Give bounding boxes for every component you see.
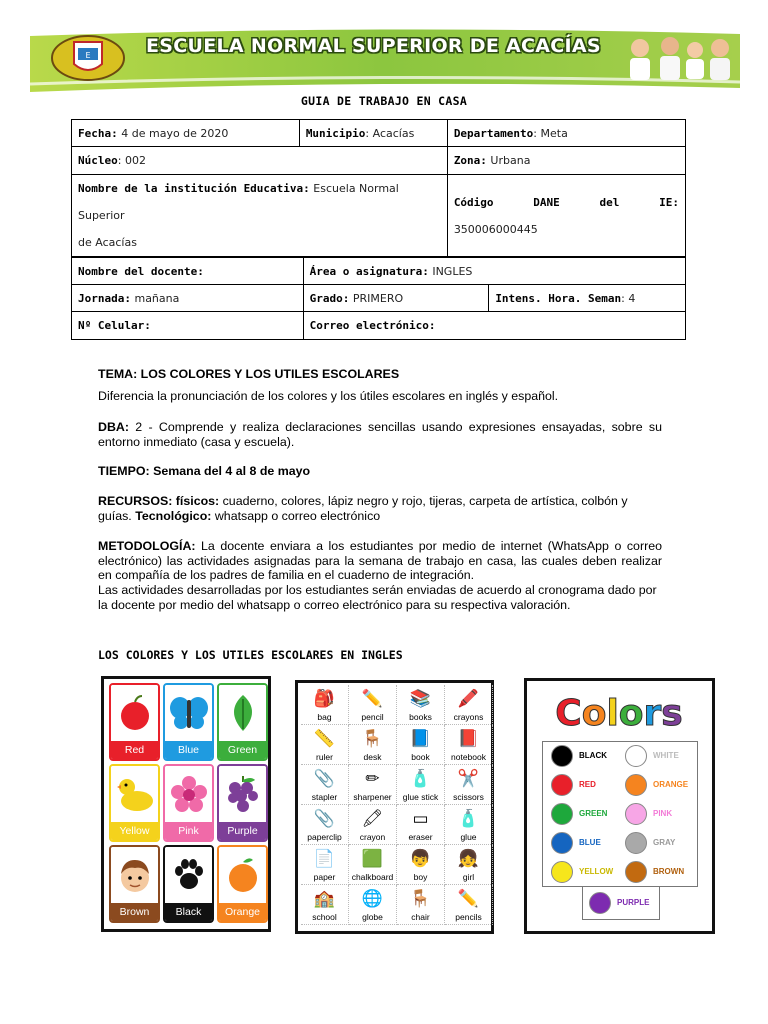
color-card-black (163, 845, 214, 923)
color-label-red: RED (579, 780, 596, 789)
supply-label: glue stick (402, 792, 439, 802)
supply-label: books (409, 712, 432, 722)
flower-icon (165, 766, 212, 822)
chair-icon: 🪑 (409, 889, 432, 908)
school-shield-icon (52, 36, 124, 80)
color-card-label: Red (111, 741, 158, 759)
supply-label: globe (362, 912, 383, 922)
supply-scissors (445, 765, 493, 805)
pencil-icon: ✏️ (361, 689, 384, 708)
svg-text:E: E (85, 51, 91, 60)
recursos-paragraph: RECURSOS: físicos: cuaderno, colores, lápiz negro y rojo, tijeras, carpeta de artística, colbón y guías. Tecnológico: whatsapp o correo electrónico (98, 494, 628, 523)
color-card-yellow (109, 764, 160, 842)
ruler-icon: 📏 (313, 729, 336, 748)
color-card-label: Black (165, 903, 212, 921)
pencils-icon: ✏️ (457, 889, 480, 908)
globe-icon: 🌐 (361, 889, 384, 908)
colors-title (527, 681, 712, 731)
celular-cell: Nº Celular: (72, 312, 304, 340)
boy-icon: 👦 (409, 849, 432, 868)
crayons-icon: 🖍️ (457, 689, 480, 708)
departamento-cell: Departamento: Meta (447, 120, 685, 147)
colors-chart-panel (524, 678, 715, 934)
supply-label: ruler (315, 752, 333, 762)
supply-eraser (397, 805, 445, 845)
grapes-icon (219, 766, 266, 822)
color-card-brown (109, 845, 160, 923)
eraser-icon: ▭ (412, 809, 429, 828)
supply-boy (397, 845, 445, 885)
supply-glue-stick (397, 765, 445, 805)
supply-book (397, 725, 445, 765)
color-card-green (217, 683, 268, 761)
supply-notebook (445, 725, 493, 765)
stapler-icon: 📎 (313, 769, 336, 788)
supply-crayons (445, 685, 493, 725)
face-icon (111, 847, 158, 903)
area-cell: Área o asignatura: INGLES (303, 258, 685, 285)
metodologia-paragraph-2: Las actividades desarrolladas por los estudiantes serán enviadas de acuerdo al cronograma dado por la docente por medio del whatsapp o correo electrónico para su respectiva valoración. (98, 583, 657, 612)
supply-label: desk (363, 752, 382, 762)
supply-label: pencils (455, 912, 482, 922)
books-icon: 📚 (409, 689, 432, 708)
color-dot-blue (551, 832, 573, 854)
color-dot-orange (625, 774, 647, 796)
supply-chair (397, 885, 445, 925)
municipio-cell: Municipio: Acacías (299, 120, 447, 147)
supply-bag (301, 685, 349, 725)
supply-pencils (445, 885, 493, 925)
supply-label: scissors (453, 792, 484, 802)
color-dot-purple (589, 892, 611, 914)
color-card-label: Blue (165, 741, 212, 759)
supply-paperclip (301, 805, 349, 845)
colors-grid (542, 741, 698, 887)
dba-paragraph: DBA: 2 - Comprende y realiza declaraciones sencillas usando expresiones ensayadas, sobre su entorno inmediato (casa y escuela). (98, 420, 662, 449)
glue-icon: 🧴 (457, 809, 480, 828)
color-label-pink: PINK (653, 809, 673, 818)
school-icon: 🏫 (313, 889, 336, 908)
supply-ruler (301, 725, 349, 765)
colors-title-letter: o (618, 693, 644, 731)
scissors-icon: ✂️ (457, 769, 480, 788)
metodologia-paragraph: METODOLOGÍA: La docente enviara a los estudiantes por medio de internet (WhatsApp o correo electrónico) las actividades asignadas para la semana de trabajo en casa, las cuales deben realizar en compañía de los padres de familia en el cuaderno de integración. (98, 539, 662, 583)
glue-stick-icon: 🧴 (409, 769, 432, 788)
color-dot-white (625, 745, 647, 767)
duck-icon (111, 766, 158, 822)
tema-description: Diferencia la pronunciación de los colores y los útiles escolares en inglés y español. (98, 389, 559, 403)
nucleo-cell: Núcleo: 002 (72, 147, 448, 175)
color-label-black: BLACK (579, 751, 607, 760)
color-card-label: Brown (111, 903, 158, 921)
fecha-cell: Fecha: 4 de mayo de 2020 (72, 120, 300, 147)
color-dot-red (551, 774, 573, 796)
orange-icon (219, 847, 266, 903)
codigo-dane-cell: Código DANE del IE: 350006000445 (447, 175, 685, 257)
color-dot-black (551, 745, 573, 767)
colors-title-letter: s (661, 693, 683, 731)
book-icon: 📘 (409, 729, 432, 748)
section-title: LOS COLORES Y LOS UTILES ESCOLARES EN INGLES (98, 648, 403, 662)
supply-label: glue (460, 832, 477, 842)
color-card-label: Yellow (111, 822, 158, 840)
supply-label: school (312, 912, 337, 922)
grado-cell: Grado: PRIMERO (303, 285, 489, 312)
desk-icon: 🪑 (361, 729, 384, 748)
intensidad-cell: Intens. Hora. Seman: 4 (489, 285, 686, 312)
guide-title: GUIA DE TRABAJO EN CASA (300, 94, 468, 108)
sharpener-icon: ✏ (365, 769, 380, 788)
supply-chalkboard (349, 845, 397, 885)
supply-crayon (349, 805, 397, 845)
crayon-icon: 🖍 (361, 809, 384, 828)
supply-label: chalkboard (351, 872, 394, 882)
color-card-pink (163, 764, 214, 842)
supply-label: girl (462, 872, 475, 882)
supply-label: stapler (311, 792, 338, 802)
institution-info-table (71, 119, 686, 257)
color-dot-pink (625, 803, 647, 825)
docente-cell: Nombre del docente: (72, 258, 304, 285)
color-cards-panel (101, 676, 271, 932)
supply-label: boy (413, 872, 428, 882)
school-banner (30, 28, 740, 92)
color-label-blue: BLUE (579, 838, 601, 847)
colors-title-letter: C (555, 693, 582, 731)
supply-books (397, 685, 445, 725)
supply-pencil (349, 685, 397, 725)
institucion-cell: Nombre de la institución Educativa: Escuela Normal Superior de Acacías (72, 175, 448, 257)
chalkboard-icon: 🟩 (361, 849, 384, 868)
supply-label: eraser (408, 832, 433, 842)
supply-girl (445, 845, 493, 885)
supply-label: chair (411, 912, 430, 922)
color-label-yellow: YELLOW (579, 867, 614, 876)
color-label-brown: BROWN (653, 867, 685, 876)
svg-text:Colors (555, 693, 682, 731)
color-dot-green (551, 803, 573, 825)
leaf-icon (219, 685, 266, 741)
supply-label: book (411, 752, 430, 762)
color-card-label: Purple (219, 822, 266, 840)
color-card-label: Green (219, 741, 266, 759)
supply-label: pencil (361, 712, 384, 722)
girl-icon: 👧 (457, 849, 480, 868)
supply-glue (445, 805, 493, 845)
color-dot-gray (625, 832, 647, 854)
tema-heading: TEMA: LOS COLORES Y LOS UTILES ESCOLARES (98, 367, 400, 381)
paw-icon (165, 847, 212, 903)
color-dot-brown (625, 861, 647, 883)
colors-title-letter: o (581, 693, 607, 731)
color-label-purple: PURPLE (617, 898, 650, 907)
color-label-gray: GRAY (653, 838, 676, 847)
paper-icon: 📄 (313, 849, 336, 868)
color-label-white: WHITE (653, 751, 679, 760)
supply-stapler (301, 765, 349, 805)
supply-school (301, 885, 349, 925)
supply-globe (349, 885, 397, 925)
supply-paper (301, 845, 349, 885)
supply-label: crayon (359, 832, 386, 842)
supply-label: crayons (453, 712, 484, 722)
supply-desk (349, 725, 397, 765)
school-name: ESCUELA NORMAL SUPERIOR DE ACACÍAS (146, 35, 601, 57)
color-card-label: Pink (165, 822, 212, 840)
apple-icon (111, 685, 158, 741)
correo-cell: Correo electrónico: (303, 312, 685, 340)
butterfly-icon (165, 685, 212, 741)
supply-sharpener (349, 765, 397, 805)
color-card-blue (163, 683, 214, 761)
tiempo-paragraph: TIEMPO: Semana del 4 al 8 de mayo (98, 464, 311, 478)
color-card-orange (217, 845, 268, 923)
color-label-orange: ORANGE (653, 780, 689, 789)
supply-label: sharpener (353, 792, 392, 802)
colors-title-letter: r (643, 693, 662, 731)
supply-label: notebook (451, 752, 486, 762)
supply-label: paperclip (307, 832, 342, 842)
notebook-icon: 📕 (457, 729, 480, 748)
school-supplies-panel (295, 680, 494, 934)
color-card-label: Orange (219, 903, 266, 921)
purple-box (582, 886, 660, 920)
supply-label: bag (317, 712, 332, 722)
zona-cell: Zona: Urbana (447, 147, 685, 175)
colors-title-letter: l (606, 693, 619, 731)
bag-icon: 🎒 (313, 689, 336, 708)
teacher-info-table (71, 257, 686, 340)
supply-label: paper (313, 872, 336, 882)
jornada-cell: Jornada: mañana (72, 285, 304, 312)
color-card-red (109, 683, 160, 761)
color-dot-yellow (551, 861, 573, 883)
paperclip-icon: 📎 (313, 809, 336, 828)
color-label-green: GREEN (579, 809, 608, 818)
color-card-purple (217, 764, 268, 842)
